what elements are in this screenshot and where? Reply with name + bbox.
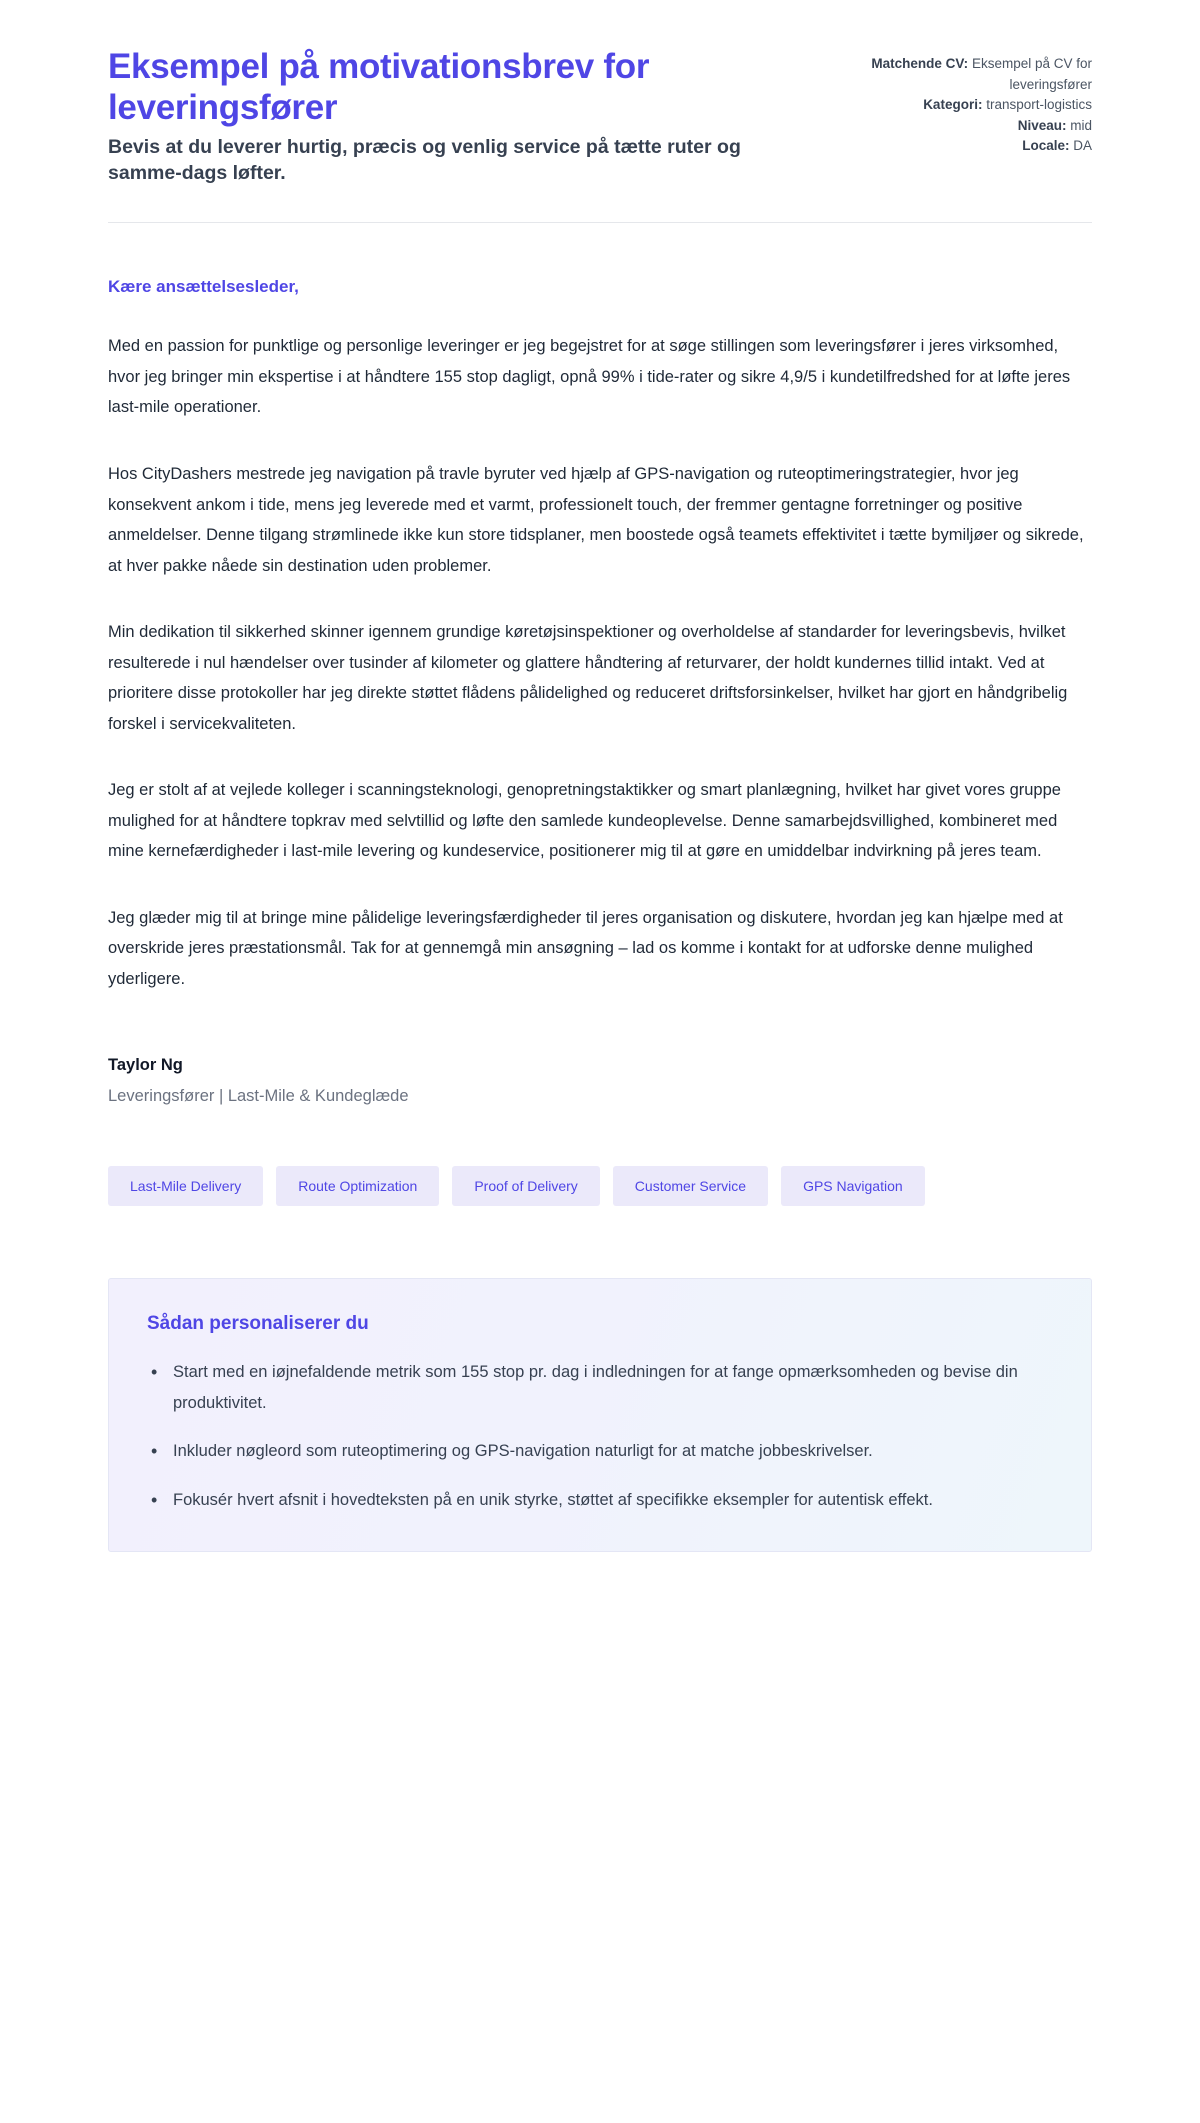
- document-meta: [852, 46, 1092, 157]
- tips-title: Sådan personaliserer du: [147, 1313, 369, 1335]
- letter-paragraph-4: Jeg er stolt af at vejlede kolleger i scanningsteknologi, genopretningstaktikker og smart planlægning, hvilket har givet vores gruppe mulighed for at håndtere topkrav med selvtillid og løfte den samlede kundeoplevelse. Denne samarbejdsvillighed, kombineret med mine kernefærdigheder i last-mile levering og kundeservice, positionerer mig til at gøre en umiddelbar indvirkning på jeres team.: [108, 781, 1061, 861]
- skill-tag[interactable]: Last-Mile Delivery: [108, 1166, 263, 1206]
- letter-paragraph-1: Med en passion for punktlige og personlige leveringer er jeg begejstret for at søge stillingen som leveringsfører i jeres virksomhed, hvor jeg bringer min ekspertise i at håndtere 155 stop dagligt, opnå 99% i tide-rater og sikre 4,9/5 i kundetilfredshed for at løfte jeres last-mile operationer.: [108, 337, 1071, 417]
- letter-paragraph-3: Min dedikation til sikkerhed skinner igennem grundige køretøjsinspektioner og overholdelse af standarder for leveringsbevis, hvilket resulterede i nul hændelser over tusinder af kilometer og glattere håndtering af returvarer, der holdt kundernes tillid intakt. Ved at prioritere disse protokoller har jeg direkte støttet flådens pålidelighed og reduceret driftsforsinkelser, hvilket har gjort en håndgribelig forskel i servicekvaliteten.: [108, 623, 1068, 733]
- meta-row-matching-cv: [852, 54, 1092, 95]
- skill-tag-list: [108, 1166, 1092, 1206]
- salutation: Kære ansættelsesleder,: [108, 277, 299, 297]
- signature-name: Taylor Ng: [108, 1056, 183, 1075]
- signature-role: Leveringsfører | Last-Mile & Kundeglæde: [108, 1087, 409, 1106]
- meta-value-matching-cv: Eksempel på CV for leveringsfører: [968, 56, 1092, 92]
- meta-value-category: transport-logistics: [982, 97, 1092, 113]
- meta-value-level: mid: [1066, 117, 1092, 133]
- skill-tag[interactable]: Proof of Delivery: [452, 1166, 599, 1206]
- page-header: [108, 0, 1092, 186]
- skill-tag[interactable]: GPS Navigation: [781, 1166, 925, 1206]
- page-title: Eksempel på motivationsbrev for leveringsfører: [108, 47, 650, 128]
- letter-paragraph-5: Jeg glæder mig til at bringe mine pålidelige leveringsfærdigheder til jeres organisation og diskutere, hvordan jeg kan hjælpe med at overskride jeres præstationsmål. Tak for at gennemgå min ansøgning – lad os komme i kontakt for at udforske denne mulighed yderligere.: [108, 908, 1063, 988]
- meta-label-level: Niveau:: [1017, 117, 1067, 133]
- meta-row-category: [852, 95, 1092, 116]
- meta-label-locale: Locale:: [1022, 138, 1070, 154]
- personalization-tips-panel: [108, 1278, 1092, 1552]
- meta-label-category: Kategori:: [923, 97, 983, 113]
- skill-tag[interactable]: Route Optimization: [276, 1166, 439, 1206]
- tips-list-item: • Start med en iøjnefaldende metrik som 155 stop pr. dag i indledningen for at fange opmærksomheden og bevise din produktivitet.: [173, 1357, 1053, 1418]
- tips-list: [147, 1357, 1053, 1515]
- letter-body: [108, 231, 1092, 1552]
- header-title-block: [108, 46, 748, 186]
- meta-row-level: [852, 116, 1092, 137]
- letter-paragraph-2: Hos CityDashers mestrede jeg navigation på travle byruter ved hjælp af GPS-navigation og ruteoptimeringstrategier, hvor jeg konsekvent ankom i tide, mens jeg leverede med et varmt, professionelt touch, der fremmer gentagne forretninger og positive anmeldelser. Denne tilgang strømlinede ikke kun store tidsplaner, men boostede også teamets effektivitet i tætte bymiljøer og sikrede, at hver pakke nåede sin destination uden problemer.: [108, 464, 1084, 575]
- signature-block: [108, 1056, 1092, 1106]
- meta-value-locale: DA: [1069, 138, 1092, 154]
- meta-label-matching-cv: Matchende CV:: [871, 56, 969, 71]
- header-divider: [108, 222, 1092, 223]
- meta-row-locale: [852, 136, 1092, 157]
- page-subtitle: Bevis at du leverer hurtig, præcis og venlig service på tætte ruter og samme-dags løfter.: [108, 135, 741, 184]
- tips-list-item: • Inkluder nøgleord som ruteoptimering og GPS-navigation naturligt for at matche jobbeskrivelser.: [173, 1436, 1053, 1467]
- skill-tag[interactable]: Customer Service: [613, 1166, 768, 1206]
- tips-list-item: • Fokusér hvert afsnit i hovedteksten på en unik styrke, støttet af specifikke eksempler for autentisk effekt.: [173, 1485, 1053, 1516]
